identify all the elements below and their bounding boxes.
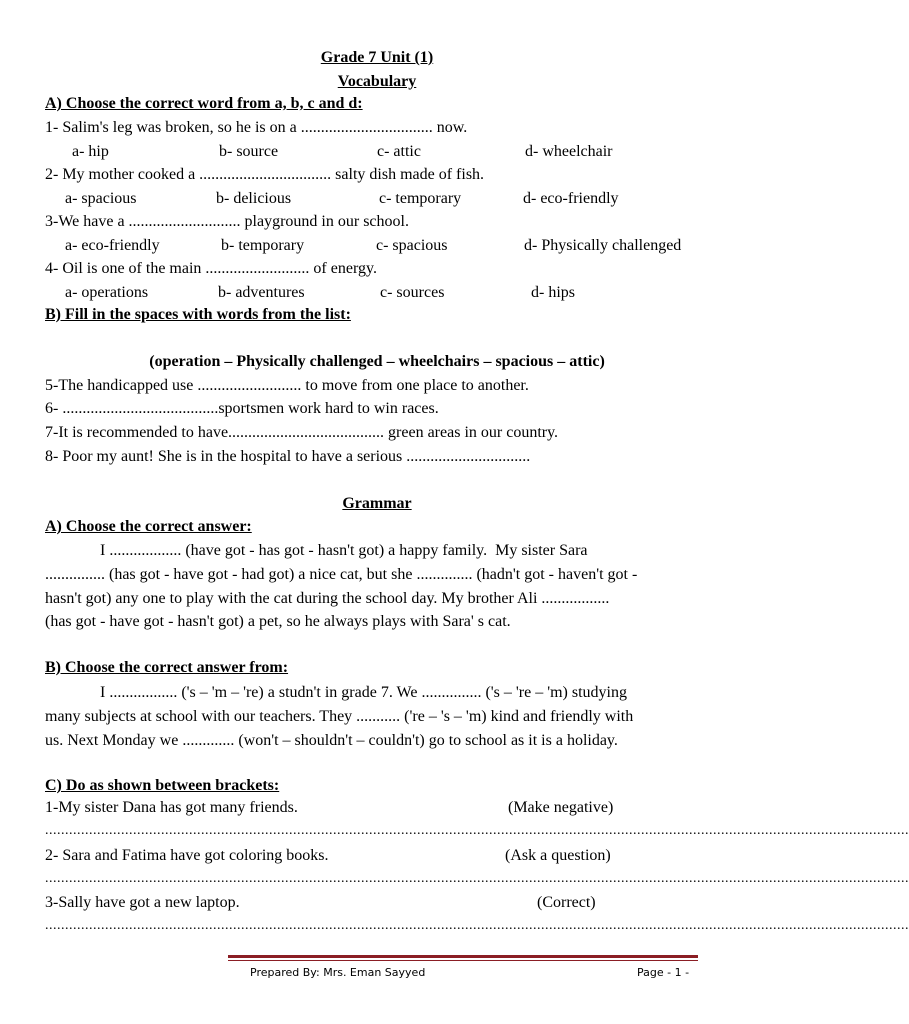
answer-line-2: ........................................................................................................................................................................................................................ [45, 871, 909, 886]
grammar-b-line-1: I ................. ('s – 'm – 're) a studn't in grade 7. We ............... ('s – 're – 'm) studying [100, 684, 627, 701]
page-title: Grade 7 Unit (1) [320, 49, 434, 66]
grammar-section-c-heading: C) Do as shown between brackets: [45, 777, 280, 794]
q4-option-d: d- hips [531, 284, 575, 301]
q1-option-d: d- wheelchair [525, 143, 613, 160]
fill-line-7: 7-It is recommended to have....................................... green areas in our country. [45, 424, 559, 441]
transform-item-2: 2- Sara and Fatima have got coloring books. [45, 847, 329, 864]
q1-option-c: c- attic [377, 143, 421, 160]
vocab-section-b-heading: B) Fill in the spaces with words from the list: [45, 306, 351, 323]
word-list: (operation – Physically challenged – wheelchairs – spacious – attic) [149, 353, 605, 370]
q1-option-b: b- source [219, 143, 279, 160]
transform-item-1: 1-My sister Dana has got many friends. [45, 799, 298, 816]
grammar-a-line-2: ............... (has got - have got - had got) a nice cat, but she .............. (hadn't got - haven't got - [45, 566, 638, 583]
vocab-section-a-heading: A) Choose the correct word from a, b, c and d: [45, 95, 363, 112]
footer-page-number: Page - 1 - [637, 966, 690, 979]
grammar-b-line-2: many subjects at school with our teachers. They ........... ('re – 's – 'm) kind and friendly with [45, 708, 634, 725]
q4-option-b: b- adventures [218, 284, 305, 301]
answer-line-3: ........................................................................................................................................................................................................................ [45, 918, 909, 933]
answer-line-1: ........................................................................................................................................................................................................................ [45, 823, 909, 838]
q3-option-a: a- eco-friendly [65, 237, 160, 254]
footer-divider-thick [228, 955, 698, 958]
question-1: 1- Salim's leg was broken, so he is on a ................................. now. [45, 119, 468, 136]
q1-option-a: a- hip [72, 143, 109, 160]
q3-option-b: b- temporary [221, 237, 305, 254]
grammar-section-a-heading: A) Choose the correct answer: [45, 518, 252, 535]
fill-line-6: 6- .......................................sportsmen work hard to win races. [45, 400, 439, 417]
transform-item-3: 3-Sally have got a new laptop. [45, 894, 240, 911]
fill-line-5: 5-The handicapped use .......................... to move from one place to another. [45, 377, 529, 394]
vocabulary-heading: Vocabulary [337, 73, 417, 90]
grammar-b-line-3: us. Next Monday we ............. (won't – shouldn't – couldn't) go to school as it is a holiday. [45, 732, 618, 749]
grammar-heading: Grammar [342, 495, 412, 512]
question-3: 3-We have a ............................ playground in our school. [45, 213, 409, 230]
q4-option-c: c- sources [380, 284, 445, 301]
q2-option-a: a- spacious [65, 190, 137, 207]
q4-option-a: a- operations [65, 284, 149, 301]
grammar-a-line-3: hasn't got) any one to play with the cat during the school day. My brother Ali ................. [45, 590, 610, 607]
q3-option-c: c- spacious [376, 237, 448, 254]
question-4: 4- Oil is one of the main .......................... of energy. [45, 260, 377, 277]
q3-option-d: d- Physically challenged [524, 237, 682, 254]
q2-option-c: c- temporary [379, 190, 462, 207]
fill-line-8: 8- Poor my aunt! She is in the hospital to have a serious ............................... [45, 448, 531, 465]
footer-divider-thin [228, 960, 698, 961]
grammar-section-b-heading: B) Choose the correct answer from: [45, 659, 289, 676]
grammar-a-line-4: (has got - have got - hasn't got) a pet, so he always plays with Sara' s cat. [45, 613, 511, 630]
q2-option-d: d- eco-friendly [523, 190, 619, 207]
q2-option-b: b- delicious [216, 190, 292, 207]
transform-item-3-instruction: (Correct) [537, 894, 596, 911]
footer-prepared-by: Prepared By: Mrs. Eman Sayyed [250, 966, 426, 979]
transform-item-1-instruction: (Make negative) [508, 799, 614, 816]
grammar-a-line-1: I .................. (have got - has got - hasn't got) a happy family. My sister Sara [100, 542, 588, 559]
transform-item-2-instruction: (Ask a question) [505, 847, 611, 864]
question-2: 2- My mother cooked a ................................. salty dish made of fish. [45, 166, 485, 183]
